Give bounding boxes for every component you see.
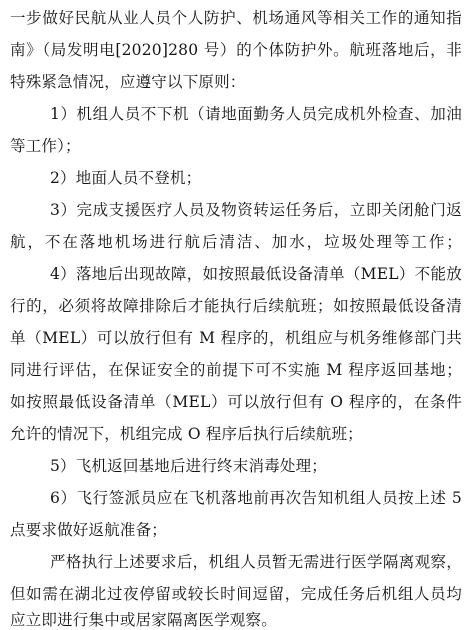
list-item-4-line: 如按照最低设备清单（MEL）可以放行但有 O 程序的，在条件 [10, 393, 462, 411]
list-item-2-line: 2）地面人员不登机； [50, 169, 202, 187]
text-line: 一步做好民航从业人员个人防护、机场通风等相关工作的通知指 [10, 9, 462, 27]
text-line: 特殊紧急情况，应遵守以下原则： [10, 73, 246, 91]
list-item-4-line: 行的，必须将故障排除后才能执行后续航班；如按照最低设备清 [10, 297, 462, 315]
list-item-4-line: 4）落地后出现故障，如按照最低设备清单（MEL）不能放 [50, 265, 462, 283]
list-item-4-line: 允许的情况下，机组完成 O 程序后执行后续航班； [10, 425, 363, 443]
list-item-5-line: 5）飞机返回基地后进行终末消毒处理； [50, 457, 327, 475]
paragraph-line: 但如需在湖北过夜停留或较长时间逗留，完成任务后机组人员均 [10, 585, 462, 603]
paragraph-line: 严格执行上述要求后，机组人员暂无需进行医学隔离观察， [50, 553, 462, 571]
list-item-4-line: 同进行评估，在保证安全的前提下可不实施 M 程序返回基地； [10, 361, 462, 379]
list-item-6-line: 点要求做好返航准备； [10, 521, 168, 539]
paragraph-line: 应立即进行集中或居家隔离医学观察。 [10, 611, 277, 629]
text-line: 南》（局发明电[2020]280 号）的个体防护外。航班落地后，非 [10, 41, 462, 59]
list-item-3-line: 3）完成支援医疗人员及物资转运任务后，立即关闭舱门返 [50, 201, 462, 219]
list-item-1-line: 等工作）； [10, 137, 81, 155]
list-item-3-line: 航，不在落地机场进行航后清洁、加水，垃圾处理等工作； [10, 233, 462, 251]
list-item-4-line: 单（MEL）可以放行但有 M 程序的，机组应与机务维修部门共 [10, 329, 462, 347]
list-item-1-line: 1）机组人员不下机（请地面勤务人员完成机外检查、加油 [50, 105, 462, 123]
list-item-6-line: 6）飞行签派员应在飞机落地前再次告知机组人员按上述 5 [50, 489, 462, 507]
